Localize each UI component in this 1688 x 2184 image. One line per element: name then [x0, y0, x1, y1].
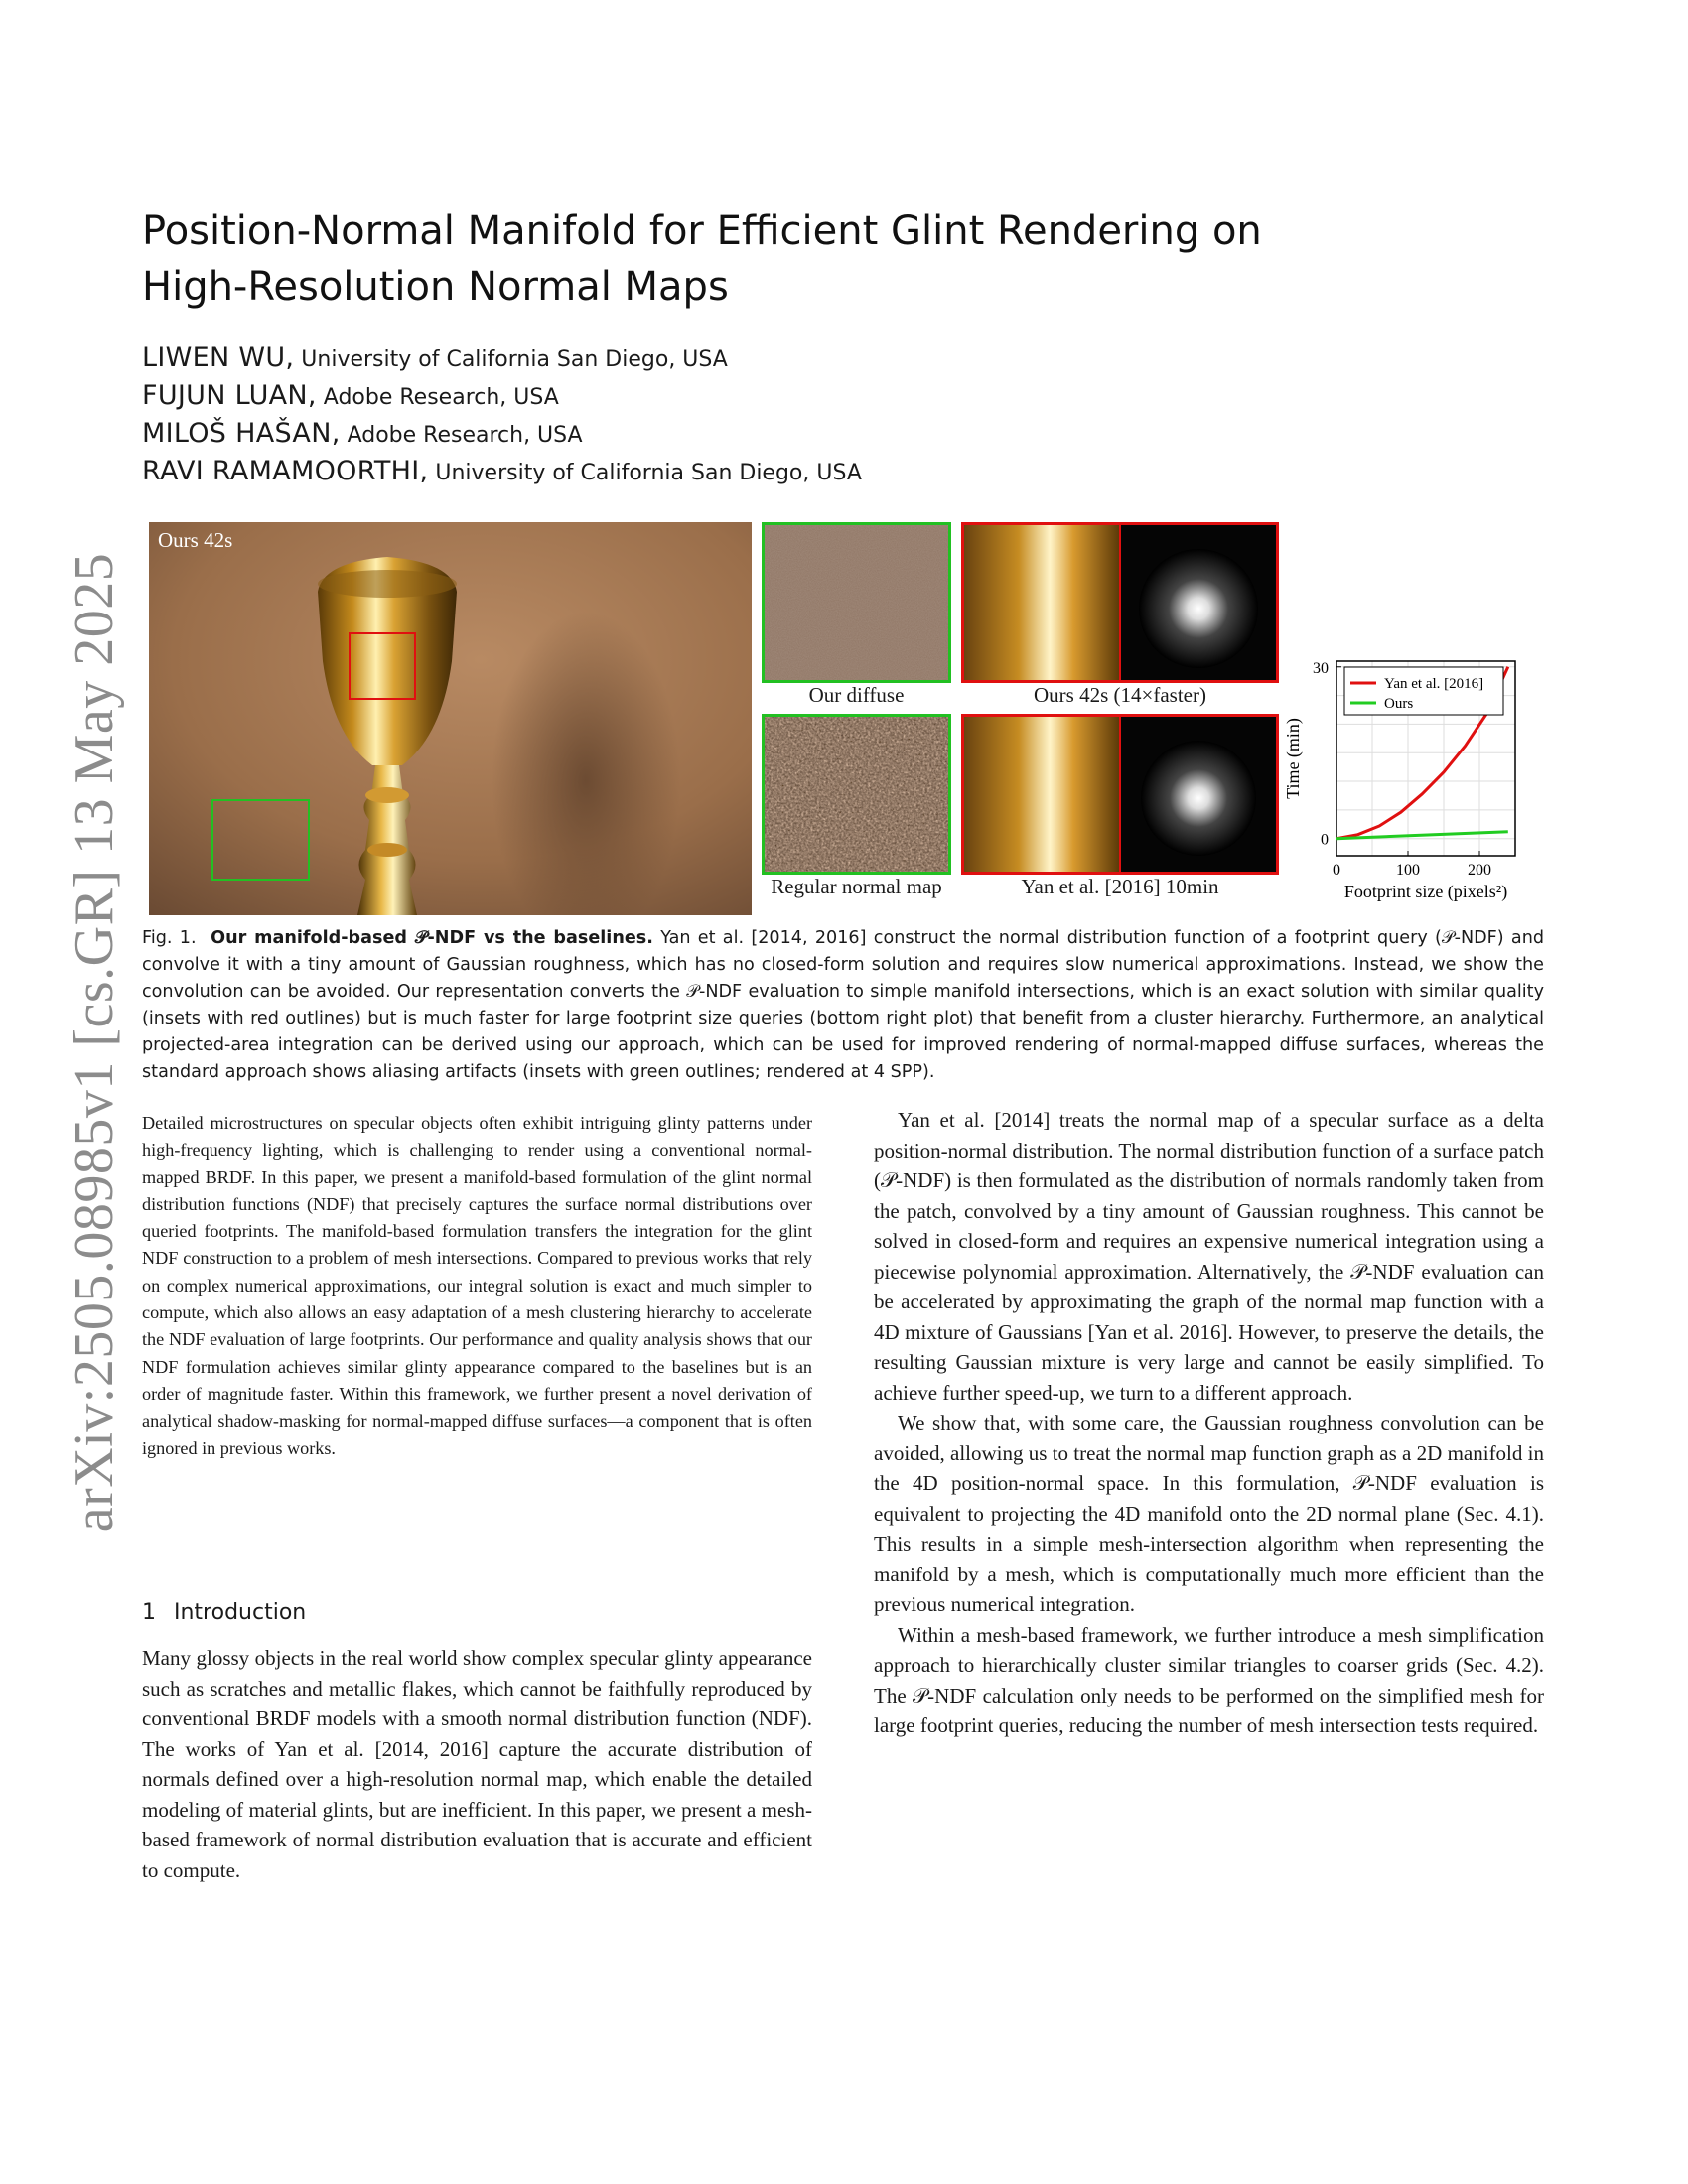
author-4	[142, 453, 862, 490]
abstract: Detailed microstructures on specular objects often exhibit intriguing glinty patterns under high-frequency lighting, which is challenging to render using a conventional normal-mapped BRDF. In this paper, we present a manifold-based formulation of the glint normal distribution functions (NDF) that precisely captures the surface normal distributions over queried footprints. The manifold-based formulation transfers the integration for the glint NDF construction to a problem of mesh intersections. Compared to previous works that rely on complex numerical approximations, our integral solution is exact and much simpler to compute, which also allows an easy adaptation of a mesh clustering hierarchy to accelerate the NDF evaluation of large footprints. Our performance and quality analysis shows that our NDF formulation achieves similar glinty appearance compared to the baselines but is an order of magnitude faster. Within this framework, we further present a novel derivation of analytical shadow-masking for normal-mapped diffuse surfaces—a component that is often ignored in previous works.	[142, 1113, 812, 1458]
goblet-render	[149, 522, 752, 915]
noise-texture	[765, 525, 948, 680]
glint-pair	[964, 525, 1276, 680]
teaser-figure	[149, 522, 1529, 919]
author-name: LIWEN WU,	[142, 342, 295, 373]
noise-texture-strong	[765, 717, 948, 872]
x-tick-label: 200	[1468, 862, 1491, 879]
section-title: Introduction	[174, 1600, 307, 1625]
glint-pair-baseline	[964, 717, 1276, 872]
section-number: 1	[142, 1600, 156, 1625]
chart-legend	[1344, 667, 1503, 715]
author-affiliation: Adobe Research, USA	[340, 423, 583, 448]
author-list	[142, 340, 862, 490]
chart-ylabel: Time (min)	[1283, 718, 1303, 799]
legend-label: Ours	[1384, 696, 1414, 712]
timing-chart	[1281, 651, 1529, 909]
arxiv-identifier: arXiv:2505.08985v1 [cs.GR] 13 May 2025	[64, 552, 125, 1533]
right-paragraph-3: Within a mesh-based framework, we further introduce a mesh simplification approach to hierarchically cluster similar triangles to coarser grids (Sec. 4.2). The 𝒫-NDF calculation only needs to be performed on the simplified mesh for large footprint queries, reducing the number of mesh intersection tests required.	[874, 1622, 1544, 1737]
author-2	[142, 377, 862, 415]
right-paragraph-1: Yan et al. [2014] treats the normal map of a specular surface as a delta position-normal distribution. The normal distribution function of a surface patch (𝒫-NDF) is then formulated as the distribution of normals randomly taken from the patch, convolved by a tiny amount of Gaussian roughness. This cannot be solved in closed-form and requires an expensive numerical integration using a piecewise polynomial approximation. Alternatively, the 𝒫-NDF evaluation can be accelerated by approximating the graph of the normal map function with a 4D mixture of Gaussians [Yan et al. 2016]. However, to preserve the details, the resulting Gaussian mixture is very large and cannot be easily simplified. To achieve further speed-up, we turn to a different approach.	[874, 1108, 1544, 1405]
regular-normal-map-inset	[762, 714, 951, 875]
author-affiliation: University of California San Diego, USA	[294, 347, 728, 372]
label-ours-glint: Ours 42s (14×faster)	[1034, 683, 1206, 707]
author-1	[142, 340, 862, 377]
caption-body: Yan et al. [2014, 2016] construct the normal distribution function of a footprint query (𝒫-NDF) and convolve it with a tiny amount of Gaussian roughness, which has no closed-form solution and requires slow numerical approximations. Instead, we show the convolution can be avoided. Our representation converts the 𝒫-NDF evaluation to simple manifold intersections, which is an exact solution with similar quality (insets with red outlines) but is much faster for large footprint size queries (bottom right plot) that benefit from a cluster hierarchy. Furthermore, an analytical projected-area integration can be derived using our approach, which can be used for improved rendering of normal-mapped diffuse surfaces, whereas the standard approach shows aliasing artifacts (insets with green outlines; rendered at 4 SPP).	[142, 928, 1545, 1082]
main-render-image	[149, 522, 752, 915]
author-affiliation: Adobe Research, USA	[316, 385, 559, 410]
x-tick-label: 0	[1333, 862, 1340, 879]
paper-title: Position-Normal Manifold for Efficient Glint Rendering on High-Resolution Normal Maps	[142, 208, 1262, 310]
legend-label: Yan et al. [2016]	[1384, 676, 1484, 692]
label-yan-glint: Yan et al. [2016] 10min	[1021, 875, 1219, 898]
right-paragraph-2: We show that, with some care, the Gaussian roughness convolution can be avoided, allowing us to treat the normal map function graph as a 2D manifold in the 4D position-normal space. In this formulation, 𝒫-NDF evaluation is equivalent to projecting the 4D manifold onto the 2D normal plane (Sec. 4.1). This results in a simple mesh-intersection algorithm when representing the manifold by a mesh, which is computationally much more efficient than the previous numerical integration.	[874, 1411, 1544, 1616]
section-heading-introduction	[142, 1600, 306, 1625]
author-name: RAVI RAMAMOORTHI,	[142, 456, 429, 486]
chart-xlabel: Footprint size (pixels²)	[1343, 882, 1508, 901]
caption-title: Our manifold-based 𝒫-NDF vs the baselines.	[211, 928, 653, 948]
author-name: FUJUN LUAN,	[142, 380, 317, 411]
label-our-diffuse: Our diffuse	[808, 683, 905, 707]
author-3	[142, 415, 862, 453]
intro-paragraph-1: Many glossy objects in the real world show complex specular glinty appearance such as scratches and metallic flakes, which cannot be faithfully reproduced by conventional BRDF models with a smooth normal distribution function (NDF). The works of Yan et al. [2014, 2016] capture the accurate distribution of normals defined over a high-resolution normal map, which enable the detailed modeling of material glints, but are inefficient. In this paper, we present a mesh-based framework of normal distribution evaluation that is accurate and efficient to compute.	[142, 1646, 812, 1882]
our-diffuse-inset	[762, 522, 951, 683]
y-tick-label: 30	[1313, 659, 1329, 677]
ours-glint-inset	[961, 522, 1279, 683]
author-name: MILOŠ HAŠAN,	[142, 418, 341, 449]
author-affiliation: University of California San Diego, USA	[428, 461, 862, 485]
figure-caption	[142, 925, 1544, 1086]
caption-label: Fig. 1.	[142, 928, 197, 948]
main-image-label: Ours 42s	[158, 528, 233, 552]
y-tick-label: 0	[1321, 831, 1329, 849]
yan-glint-inset	[961, 714, 1279, 875]
right-column	[874, 1105, 1544, 1741]
label-regular-normal-map: Regular normal map	[771, 875, 942, 898]
x-tick-label: 100	[1396, 862, 1420, 879]
